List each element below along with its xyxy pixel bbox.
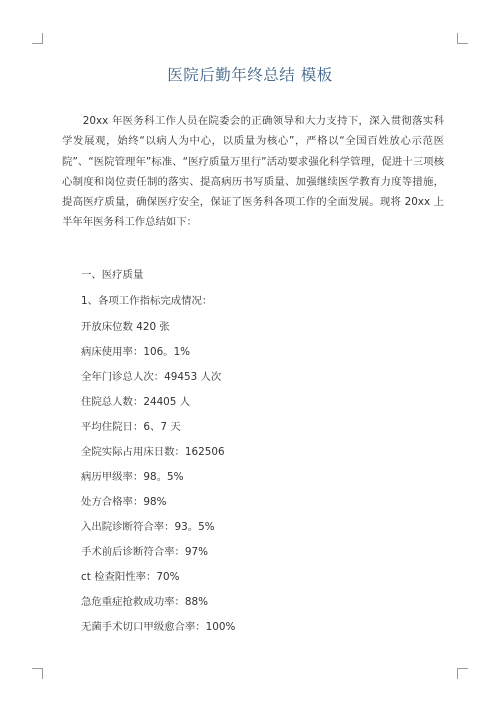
- subsection-heading: 1、各项工作指标完成情况：: [81, 295, 213, 307]
- stat-line: 处方合格率：98%: [81, 496, 167, 508]
- crop-mark-bottom-left: [32, 668, 43, 679]
- crop-mark-top-left: [32, 33, 43, 44]
- section-heading: 一、医疗质量: [81, 269, 144, 281]
- stat-line: 病床使用率：106。1%: [81, 346, 191, 358]
- intro-paragraph: 20xx 年医务科工作人员在院委会的正确领导和大力支持下，深入贯彻落实科学发展观，始终“以病人为中心，以质量为核心”，严格以“全国百姓放心示范医院”、“医院管理年”标准、“医疗质量万里行”活动要求强化科学管理，促进十三项核心制度和岗位责任制的落实、提高病历书写质量、加强继续医学教育力度等措施，提高医疗质量，确保医疗安全，保证了医务科各项工作的全面发展。现将 20xx 上半年年医务科工作总结如下：: [62, 115, 444, 229]
- stat-line: 入出院诊断符合率：93。5%: [81, 521, 215, 533]
- stat-line: 手术前后诊断符合率：97%: [81, 546, 208, 558]
- stat-line: 住院总人数：24405 人: [81, 396, 191, 408]
- document-title: 医院后勤年终总结 模板: [167, 66, 333, 84]
- stat-line: 急危重症抢救成功率：88%: [81, 596, 208, 608]
- stat-line: 无菌手术切口甲级愈合率：100%: [81, 621, 236, 633]
- stat-line: 平均住院日：6、7 天: [81, 421, 181, 433]
- stat-line: 开放床位数 420 张: [81, 321, 170, 333]
- stat-line: 病历甲级率：98。5%: [81, 471, 184, 483]
- crop-mark-top-right: [457, 33, 468, 44]
- stat-line: ct 检查阳性率：70%: [81, 571, 180, 583]
- crop-mark-bottom-right: [457, 668, 468, 679]
- stat-line: 全院实际占用床日数：162506: [81, 446, 225, 458]
- stat-line: 全年门诊总人次：49453 人次: [81, 371, 222, 383]
